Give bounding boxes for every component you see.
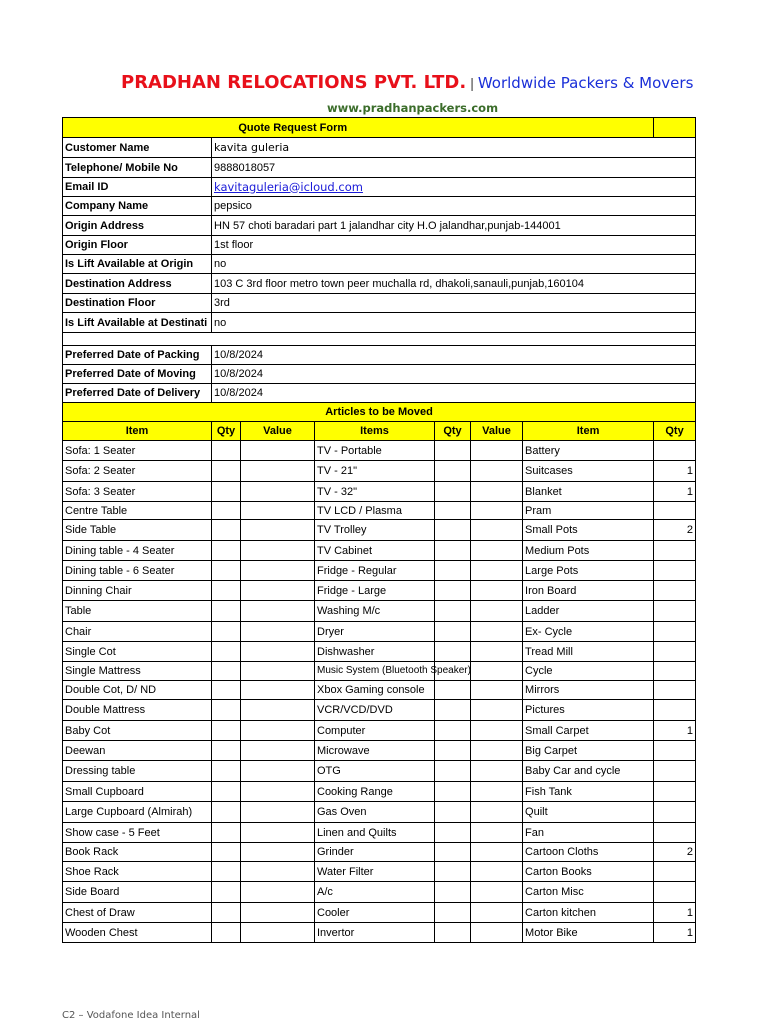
item-qty[interactable] [654, 782, 696, 802]
item-value[interactable] [471, 761, 523, 782]
item-name: Xbox Gaming console [315, 681, 435, 700]
item-name: Pictures [523, 700, 654, 721]
item-qty[interactable] [654, 761, 696, 782]
item-qty[interactable] [654, 502, 696, 520]
item-name: Cooking Range [315, 782, 435, 802]
item-name: Shoe Rack [63, 862, 212, 882]
field-value-text: pepsico [214, 200, 252, 212]
item-name: Sofa: 1 Seater [63, 441, 212, 461]
item-qty[interactable] [435, 541, 471, 561]
item-value[interactable] [471, 882, 523, 903]
field-value-text: 9888018057 [214, 161, 276, 174]
item-qty[interactable] [654, 882, 696, 903]
date-label: Preferred Date of Delivery [63, 384, 212, 403]
item-qty[interactable] [212, 441, 241, 461]
item-name: Single Cot [63, 642, 212, 662]
item-name: Battery [523, 441, 654, 461]
item-name: Pram [523, 502, 654, 520]
item-value[interactable] [471, 622, 523, 642]
item-qty[interactable] [212, 541, 241, 561]
article-row [63, 903, 696, 923]
item-qty[interactable] [435, 441, 471, 461]
item-qty[interactable] [654, 681, 696, 700]
item-name: Dining table - 4 Seater [63, 541, 212, 561]
item-qty[interactable] [435, 461, 471, 482]
field-label: Telephone/ Mobile No [63, 158, 212, 178]
field-value-text: HN 57 choti baradari part 1 jalandhar city H.O jalandhar,punjab-144001 [214, 219, 561, 232]
item-value[interactable] [241, 843, 315, 862]
article-row [63, 622, 696, 642]
field-value-text: 1st floor [214, 239, 254, 251]
item-qty[interactable] [212, 700, 241, 721]
item-qty[interactable]: 1 [654, 482, 696, 502]
item-name: Music System (Bluetooth Speaker) [315, 662, 435, 681]
item-value[interactable] [241, 882, 315, 903]
field-value-text: 3rd [214, 297, 230, 309]
item-name: Side Table [63, 520, 212, 541]
item-name: Medium Pots [523, 541, 654, 561]
footer-classification: C2 – Vodafone Idea Internal [62, 1010, 200, 1021]
item-qty[interactable] [435, 782, 471, 802]
item-qty[interactable] [212, 561, 241, 581]
item-qty[interactable] [212, 741, 241, 761]
item-qty[interactable] [435, 581, 471, 601]
item-name: Sofa: 3 Seater [63, 482, 212, 502]
article-row [63, 541, 696, 561]
article-row [63, 823, 696, 843]
item-qty[interactable]: 2 [654, 520, 696, 541]
item-name: Mirrors [523, 681, 654, 700]
item-name: Dishwasher [315, 642, 435, 662]
item-name: Carton kitchen [523, 903, 654, 923]
field-value[interactable] [212, 197, 696, 216]
item-qty[interactable] [435, 622, 471, 642]
article-row [63, 601, 696, 622]
item-name: Invertor [315, 923, 435, 943]
form-title-row [63, 118, 696, 138]
item-name: Dinning Chair [63, 581, 212, 601]
item-qty[interactable] [654, 601, 696, 622]
article-row [63, 482, 696, 502]
item-qty[interactable] [212, 823, 241, 843]
item-value[interactable] [241, 622, 315, 642]
item-qty[interactable] [212, 622, 241, 642]
date-label: Preferred Date of Packing [63, 346, 212, 365]
field-label: Is Lift Available at Destinati [63, 313, 212, 333]
item-name: Grinder [315, 843, 435, 862]
item-value[interactable] [471, 843, 523, 862]
item-name: Wooden Chest [63, 923, 212, 943]
field-label: Is Lift Available at Origin [63, 255, 212, 274]
item-name: OTG [315, 761, 435, 782]
spacer-cell [63, 333, 696, 346]
date-field-row [63, 365, 696, 384]
item-qty[interactable] [212, 642, 241, 662]
item-name: TV - 21" [315, 461, 435, 482]
field-label: Customer Name [63, 138, 212, 158]
article-row [63, 741, 696, 761]
item-name: Iron Board [523, 581, 654, 601]
item-qty[interactable] [435, 601, 471, 622]
article-row [63, 843, 696, 862]
company-name: PRADHAN RELOCATIONS PVT. LTD. [121, 72, 467, 93]
item-qty[interactable] [435, 561, 471, 581]
column-header: Value [471, 422, 523, 441]
item-value[interactable] [471, 823, 523, 843]
article-row [63, 782, 696, 802]
item-name: Large Pots [523, 561, 654, 581]
date-field-row [63, 384, 696, 403]
article-row [63, 802, 696, 823]
item-value[interactable] [471, 502, 523, 520]
field-label: Email ID [63, 178, 212, 197]
item-value[interactable] [471, 482, 523, 502]
articles-title-row [63, 403, 696, 422]
article-row [63, 581, 696, 601]
item-name: Fridge - Large [315, 581, 435, 601]
item-value[interactable] [471, 581, 523, 601]
item-qty[interactable] [435, 923, 471, 943]
date-value[interactable]: 10/8/2024 [212, 365, 696, 384]
item-name: Show case - 5 Feet [63, 823, 212, 843]
article-row [63, 761, 696, 782]
item-name: Table [63, 601, 212, 622]
article-row [63, 700, 696, 721]
form-field-row [63, 274, 696, 294]
item-name: Motor Bike [523, 923, 654, 943]
field-value-text: 103 C 3rd floor metro town peer muchalla rd, dhakoli,sanauli,punjab,160104 [214, 277, 584, 290]
field-label: Company Name [63, 197, 212, 216]
item-qty[interactable] [654, 823, 696, 843]
field-label: Origin Floor [63, 236, 212, 255]
item-name: Baby Cot [63, 721, 212, 741]
item-name: Gas Oven [315, 802, 435, 823]
item-value[interactable] [241, 823, 315, 843]
item-value[interactable] [241, 923, 315, 943]
item-value[interactable] [471, 782, 523, 802]
item-name: Chest of Draw [63, 903, 212, 923]
field-value[interactable] [212, 158, 696, 178]
date-label: Preferred Date of Moving [63, 365, 212, 384]
item-qty[interactable] [212, 681, 241, 700]
item-value[interactable] [471, 923, 523, 943]
item-value[interactable] [471, 662, 523, 681]
item-qty[interactable] [212, 923, 241, 943]
item-name: Cartoon Cloths [523, 843, 654, 862]
item-qty[interactable] [435, 802, 471, 823]
item-value[interactable] [241, 862, 315, 882]
item-value[interactable] [241, 681, 315, 700]
item-qty[interactable] [435, 642, 471, 662]
item-value[interactable] [241, 782, 315, 802]
item-value[interactable] [241, 802, 315, 823]
form-field-row [63, 294, 696, 313]
item-name: Side Board [63, 882, 212, 903]
item-value[interactable] [471, 601, 523, 622]
item-value[interactable] [241, 441, 315, 461]
item-value[interactable] [471, 681, 523, 700]
item-name: Dining table - 6 Seater [63, 561, 212, 581]
item-name: Fish Tank [523, 782, 654, 802]
item-qty[interactable] [212, 601, 241, 622]
article-row [63, 461, 696, 482]
column-header: Value [241, 422, 315, 441]
field-value-text: no [214, 258, 227, 270]
item-qty[interactable] [654, 541, 696, 561]
article-row [63, 923, 696, 943]
item-qty[interactable] [435, 721, 471, 741]
article-row [63, 862, 696, 882]
item-qty[interactable] [435, 903, 471, 923]
item-name: Suitcases [523, 461, 654, 482]
item-qty[interactable] [212, 662, 241, 681]
form-title: Quote Request Form [63, 118, 523, 138]
date-field-row [63, 346, 696, 365]
item-value[interactable] [241, 502, 315, 520]
articles-header-row [63, 422, 696, 441]
item-name: Centre Table [63, 502, 212, 520]
item-qty[interactable] [435, 741, 471, 761]
item-qty[interactable] [435, 761, 471, 782]
item-qty[interactable] [435, 700, 471, 721]
field-value[interactable] [212, 216, 696, 236]
item-name: TV Cabinet [315, 541, 435, 561]
field-value-text: kavita guleria [214, 140, 290, 154]
item-name: TV - 32" [315, 482, 435, 502]
item-qty[interactable] [435, 843, 471, 862]
item-name: Linen and Quilts [315, 823, 435, 843]
item-name: VCR/VCD/DVD [315, 700, 435, 721]
item-qty[interactable] [212, 721, 241, 741]
item-qty[interactable]: 2 [654, 843, 696, 862]
item-name: Small Cupboard [63, 782, 212, 802]
column-header: Qty [654, 422, 696, 441]
item-qty[interactable] [654, 622, 696, 642]
item-qty[interactable] [212, 482, 241, 502]
spacer-row [63, 333, 696, 346]
item-qty[interactable] [212, 843, 241, 862]
field-value[interactable] [212, 236, 696, 255]
item-value[interactable] [241, 903, 315, 923]
item-name: Fan [523, 823, 654, 843]
item-name: Tread Mill [523, 642, 654, 662]
item-name: Cooler [315, 903, 435, 923]
item-name: TV LCD / Plasma [315, 502, 435, 520]
item-name: Double Cot, D/ ND [63, 681, 212, 700]
item-name: Book Rack [63, 843, 212, 862]
item-name: Small Carpet [523, 721, 654, 741]
form-field-row [63, 216, 696, 236]
item-name: Baby Car and cycle [523, 761, 654, 782]
form-field-row [63, 158, 696, 178]
item-qty[interactable] [435, 862, 471, 882]
date-value[interactable]: 10/8/2024 [212, 346, 696, 365]
item-qty[interactable] [212, 882, 241, 903]
item-qty[interactable] [654, 561, 696, 581]
field-value[interactable] [212, 255, 696, 274]
item-name: Quilt [523, 802, 654, 823]
item-value[interactable] [471, 441, 523, 461]
column-header: Item [523, 422, 654, 441]
article-row [63, 520, 696, 541]
item-value[interactable] [471, 862, 523, 882]
item-qty[interactable] [654, 700, 696, 721]
company-website[interactable]: www.pradhanpackers.com [327, 101, 499, 115]
item-value[interactable] [241, 741, 315, 761]
item-qty[interactable] [212, 761, 241, 782]
item-name: Deewan [63, 741, 212, 761]
item-qty[interactable] [212, 520, 241, 541]
item-value[interactable] [471, 700, 523, 721]
item-value[interactable] [241, 662, 315, 681]
column-header: Item [63, 422, 212, 441]
item-value[interactable] [241, 561, 315, 581]
item-value[interactable] [241, 541, 315, 561]
item-value[interactable] [241, 642, 315, 662]
form-field-row [63, 197, 696, 216]
item-name: Blanket [523, 482, 654, 502]
item-value[interactable] [241, 700, 315, 721]
item-qty[interactable]: 1 [654, 461, 696, 482]
article-row [63, 882, 696, 903]
item-name: Carton Books [523, 862, 654, 882]
field-value[interactable] [212, 313, 696, 333]
item-name: Carton Misc [523, 882, 654, 903]
item-qty[interactable] [654, 441, 696, 461]
column-header: Items [315, 422, 435, 441]
form-field-row [63, 138, 696, 158]
article-row [63, 681, 696, 700]
item-value[interactable] [241, 520, 315, 541]
title-line [121, 72, 693, 93]
form-field-row [63, 313, 696, 333]
form-field-row [63, 178, 696, 197]
column-header: Qty [435, 422, 471, 441]
articles-title: Articles to be Moved [63, 403, 696, 422]
item-qty[interactable] [435, 520, 471, 541]
article-row [63, 561, 696, 581]
item-qty[interactable] [654, 642, 696, 662]
item-value[interactable] [241, 482, 315, 502]
item-qty[interactable] [435, 823, 471, 843]
item-qty[interactable] [435, 882, 471, 903]
item-value[interactable] [471, 561, 523, 581]
field-label: Origin Address [63, 216, 212, 236]
item-value[interactable] [471, 461, 523, 482]
item-qty[interactable]: 1 [654, 923, 696, 943]
item-qty[interactable] [212, 862, 241, 882]
form-field-row [63, 236, 696, 255]
item-name: TV - Portable [315, 441, 435, 461]
item-qty[interactable] [212, 461, 241, 482]
field-label: Destination Floor [63, 294, 212, 313]
item-name: Big Carpet [523, 741, 654, 761]
field-value[interactable] [212, 294, 696, 313]
field-value[interactable] [212, 178, 696, 197]
article-row [63, 721, 696, 741]
item-name: Ladder [523, 601, 654, 622]
email-link[interactable]: kavitaguleria@icloud.com [214, 179, 363, 194]
item-name: Double Mattress [63, 700, 212, 721]
item-value[interactable] [471, 741, 523, 761]
field-value[interactable] [212, 138, 696, 158]
item-qty[interactable] [212, 802, 241, 823]
company-tagline: Worldwide Packers & Movers [477, 74, 694, 92]
item-qty[interactable] [212, 502, 241, 520]
item-name: Sofa: 2 Seater [63, 461, 212, 482]
item-value[interactable] [471, 520, 523, 541]
item-name: A/c [315, 882, 435, 903]
article-row [63, 642, 696, 662]
item-qty[interactable] [435, 681, 471, 700]
item-name: Fridge - Regular [315, 561, 435, 581]
item-value[interactable] [471, 642, 523, 662]
item-value[interactable] [241, 721, 315, 741]
article-row [63, 502, 696, 520]
title-separator: | [470, 75, 474, 91]
quote-sheet [62, 117, 696, 943]
item-name: Small Pots [523, 520, 654, 541]
item-qty[interactable] [435, 502, 471, 520]
item-name: Computer [315, 721, 435, 741]
item-value[interactable] [241, 601, 315, 622]
item-qty[interactable] [435, 482, 471, 502]
date-value[interactable]: 10/8/2024 [212, 384, 696, 403]
item-value[interactable] [471, 903, 523, 923]
item-name: Water Filter [315, 862, 435, 882]
item-name: Chair [63, 622, 212, 642]
item-qty[interactable]: 1 [654, 903, 696, 923]
item-qty[interactable] [654, 662, 696, 681]
item-name: Cycle [523, 662, 654, 681]
item-name: TV Trolley [315, 520, 435, 541]
item-value[interactable] [241, 581, 315, 601]
field-label: Destination Address [63, 274, 212, 294]
article-row [63, 441, 696, 461]
item-qty[interactable] [654, 802, 696, 823]
form-field-row [63, 255, 696, 274]
item-name: Dressing table [63, 761, 212, 782]
column-header: Qty [212, 422, 241, 441]
item-qty[interactable] [212, 581, 241, 601]
item-value[interactable] [241, 461, 315, 482]
item-qty[interactable] [654, 741, 696, 761]
item-qty[interactable] [212, 903, 241, 923]
item-qty[interactable] [654, 581, 696, 601]
item-name: Microwave [315, 741, 435, 761]
item-value[interactable] [471, 802, 523, 823]
article-row [63, 662, 696, 681]
item-qty[interactable]: 1 [654, 721, 696, 741]
item-value[interactable] [471, 721, 523, 741]
item-qty[interactable] [212, 782, 241, 802]
item-value[interactable] [471, 541, 523, 561]
item-value[interactable] [241, 761, 315, 782]
item-qty[interactable] [654, 862, 696, 882]
item-name: Washing M/c [315, 601, 435, 622]
field-value-text: no [214, 316, 227, 329]
item-name: Ex- Cycle [523, 622, 654, 642]
item-name: Large Cupboard (Almirah) [63, 802, 212, 823]
item-name: Single Mattress [63, 662, 212, 681]
item-name: Dryer [315, 622, 435, 642]
field-value[interactable] [212, 274, 696, 294]
